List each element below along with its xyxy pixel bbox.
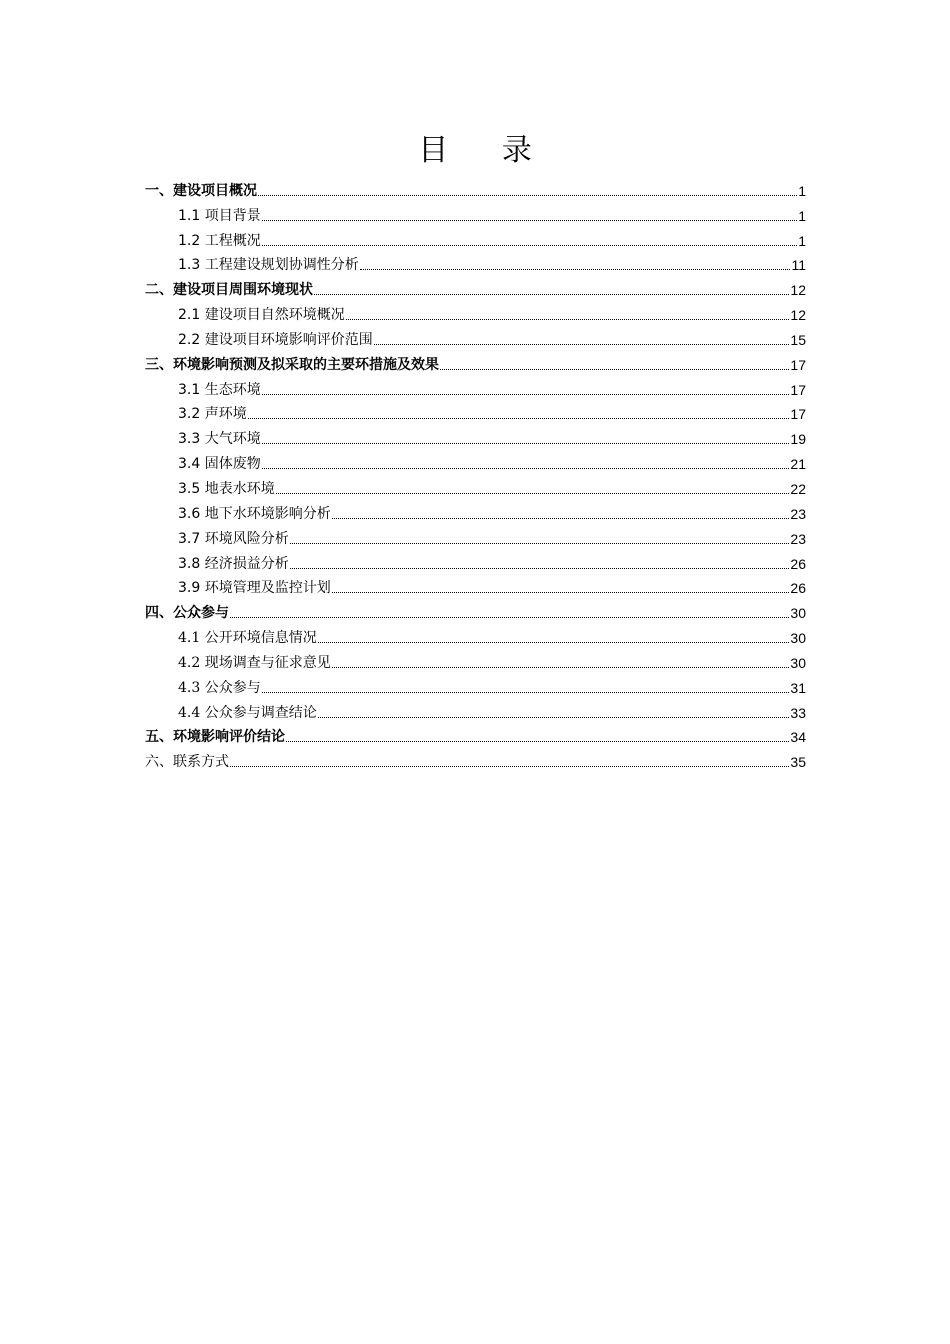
toc-entry-1-1[interactable] [145, 201, 806, 226]
toc-page-number: 19 [790, 431, 806, 448]
toc-leader-dots [360, 268, 791, 270]
toc-entry-label: 2.1 建设项目自然环境概况 [178, 307, 345, 324]
toc-page-number: 12 [790, 282, 806, 299]
toc-page-number: 26 [790, 555, 806, 572]
toc-leader-dots [258, 194, 797, 196]
toc-entry-label: 4.3 公众参与 [178, 679, 261, 696]
toc-page-number: 15 [790, 331, 806, 348]
toc-page-number: 1 [798, 232, 806, 249]
toc-page-number: 12 [790, 307, 806, 324]
toc-page-number: 23 [790, 505, 806, 522]
toc-leader-dots [290, 567, 790, 569]
toc-entry-3-2[interactable] [145, 400, 806, 425]
toc-entry-label: 3.8 经济损益分析 [178, 555, 289, 572]
toc-page-number: 22 [790, 480, 806, 497]
toc-entry-label: 一、建设项目概况 [145, 182, 257, 199]
toc-leader-dots [262, 244, 797, 246]
toc-list [145, 176, 806, 772]
toc-entry-label: 五、环境影响评价结论 [145, 729, 285, 746]
toc-page-number: 11 [791, 257, 806, 274]
toc-entry-3-1[interactable] [145, 375, 806, 400]
toc-entry-3-7[interactable] [145, 524, 806, 549]
toc-page-number: 34 [790, 729, 806, 746]
toc-entry-label: 1.1 项目背景 [178, 207, 261, 224]
toc-entry-label: 1.2 工程概况 [178, 232, 261, 249]
toc-entry-label: 3.6 地下水环境影响分析 [178, 505, 331, 522]
toc-leader-dots [230, 616, 789, 618]
toc-leader-dots [262, 442, 790, 444]
toc-page-number: 30 [790, 630, 806, 647]
toc-entry-label: 3.3 大气环境 [178, 431, 261, 448]
toc-leader-dots [374, 343, 790, 345]
toc-entry-label: 3.7 环境风险分析 [178, 530, 289, 547]
toc-entry-section-1[interactable] [145, 176, 806, 201]
toc-entry-3-4[interactable] [145, 449, 806, 474]
toc-page-number: 30 [790, 654, 806, 671]
toc-entry-label: 六、联系方式 [145, 754, 229, 771]
toc-leader-dots [332, 591, 790, 593]
toc-entry-4-3[interactable] [145, 673, 806, 698]
toc-entry-label: 3.2 声环境 [178, 406, 247, 423]
toc-entry-label: 4.4 公众参与调查结论 [178, 704, 317, 721]
toc-page-number: 1 [798, 182, 806, 199]
toc-entry-3-3[interactable] [145, 424, 806, 449]
toc-entry-4-2[interactable] [145, 648, 806, 673]
toc-entry-4-1[interactable] [145, 623, 806, 648]
toc-leader-dots [332, 517, 790, 519]
toc-entry-section-2[interactable] [145, 275, 806, 300]
toc-entry-2-1[interactable] [145, 300, 806, 325]
toc-leader-dots [286, 740, 789, 742]
toc-entry-label: 三、环境影响预测及拟采取的主要环措施及效果 [145, 356, 439, 373]
toc-leader-dots [440, 368, 789, 370]
toc-entry-label: 4.1 公开环境信息情况 [178, 630, 317, 647]
toc-entry-3-5[interactable] [145, 474, 806, 499]
toc-page-number: 30 [790, 605, 806, 622]
toc-leader-dots [276, 492, 790, 494]
toc-leader-dots [314, 293, 789, 295]
toc-entry-label: 3.9 环境管理及监控计划 [178, 580, 331, 597]
toc-entry-3-6[interactable] [145, 499, 806, 524]
toc-entry-section-6[interactable] [145, 747, 806, 772]
toc-leader-dots [318, 641, 790, 643]
toc-leader-dots [262, 219, 797, 221]
toc-entry-1-3[interactable] [145, 251, 806, 276]
toc-leader-dots [248, 417, 790, 419]
toc-page-number: 33 [790, 704, 806, 721]
toc-page-number: 17 [790, 356, 806, 373]
toc-page-number: 31 [790, 679, 806, 696]
toc-entry-4-4[interactable] [145, 698, 806, 723]
toc-entry-3-9[interactable] [145, 574, 806, 599]
toc-page-number: 1 [798, 207, 806, 224]
toc-page-number: 26 [790, 580, 806, 597]
toc-entry-label: 3.5 地表水环境 [178, 480, 275, 497]
toc-entry-label: 3.1 生态环境 [178, 381, 261, 398]
toc-page-number: 17 [790, 381, 806, 398]
toc-entry-section-5[interactable] [145, 723, 806, 748]
toc-leader-dots [332, 666, 790, 668]
toc-leader-dots [262, 691, 790, 693]
toc-leader-dots [346, 318, 790, 320]
toc-entry-label: 4.2 现场调查与征求意见 [178, 654, 331, 671]
toc-entry-2-2[interactable] [145, 325, 806, 350]
toc-entry-label: 四、公众参与 [145, 605, 229, 622]
toc-leader-dots [262, 393, 790, 395]
toc-page-number: 35 [790, 754, 806, 771]
toc-entry-section-3[interactable] [145, 350, 806, 375]
toc-leader-dots [290, 542, 790, 544]
toc-entry-label: 2.2 建设项目环境影响评价范围 [178, 331, 373, 348]
toc-entry-label: 1.3 工程建设规划协调性分析 [178, 257, 359, 274]
toc-leader-dots [318, 716, 790, 718]
toc-entry-3-8[interactable] [145, 549, 806, 574]
toc-title: 目 录 [418, 133, 554, 168]
toc-entry-label: 3.4 固体废物 [178, 456, 261, 473]
toc-entry-section-4[interactable] [145, 598, 806, 623]
toc-page-number: 17 [790, 406, 806, 423]
toc-entry-label: 二、建设项目周围环境现状 [145, 282, 313, 299]
toc-leader-dots [262, 467, 790, 469]
toc-entry-1-2[interactable] [145, 226, 806, 251]
toc-page-number: 23 [790, 530, 806, 547]
toc-leader-dots [230, 765, 789, 767]
toc-page-number: 21 [790, 456, 806, 473]
